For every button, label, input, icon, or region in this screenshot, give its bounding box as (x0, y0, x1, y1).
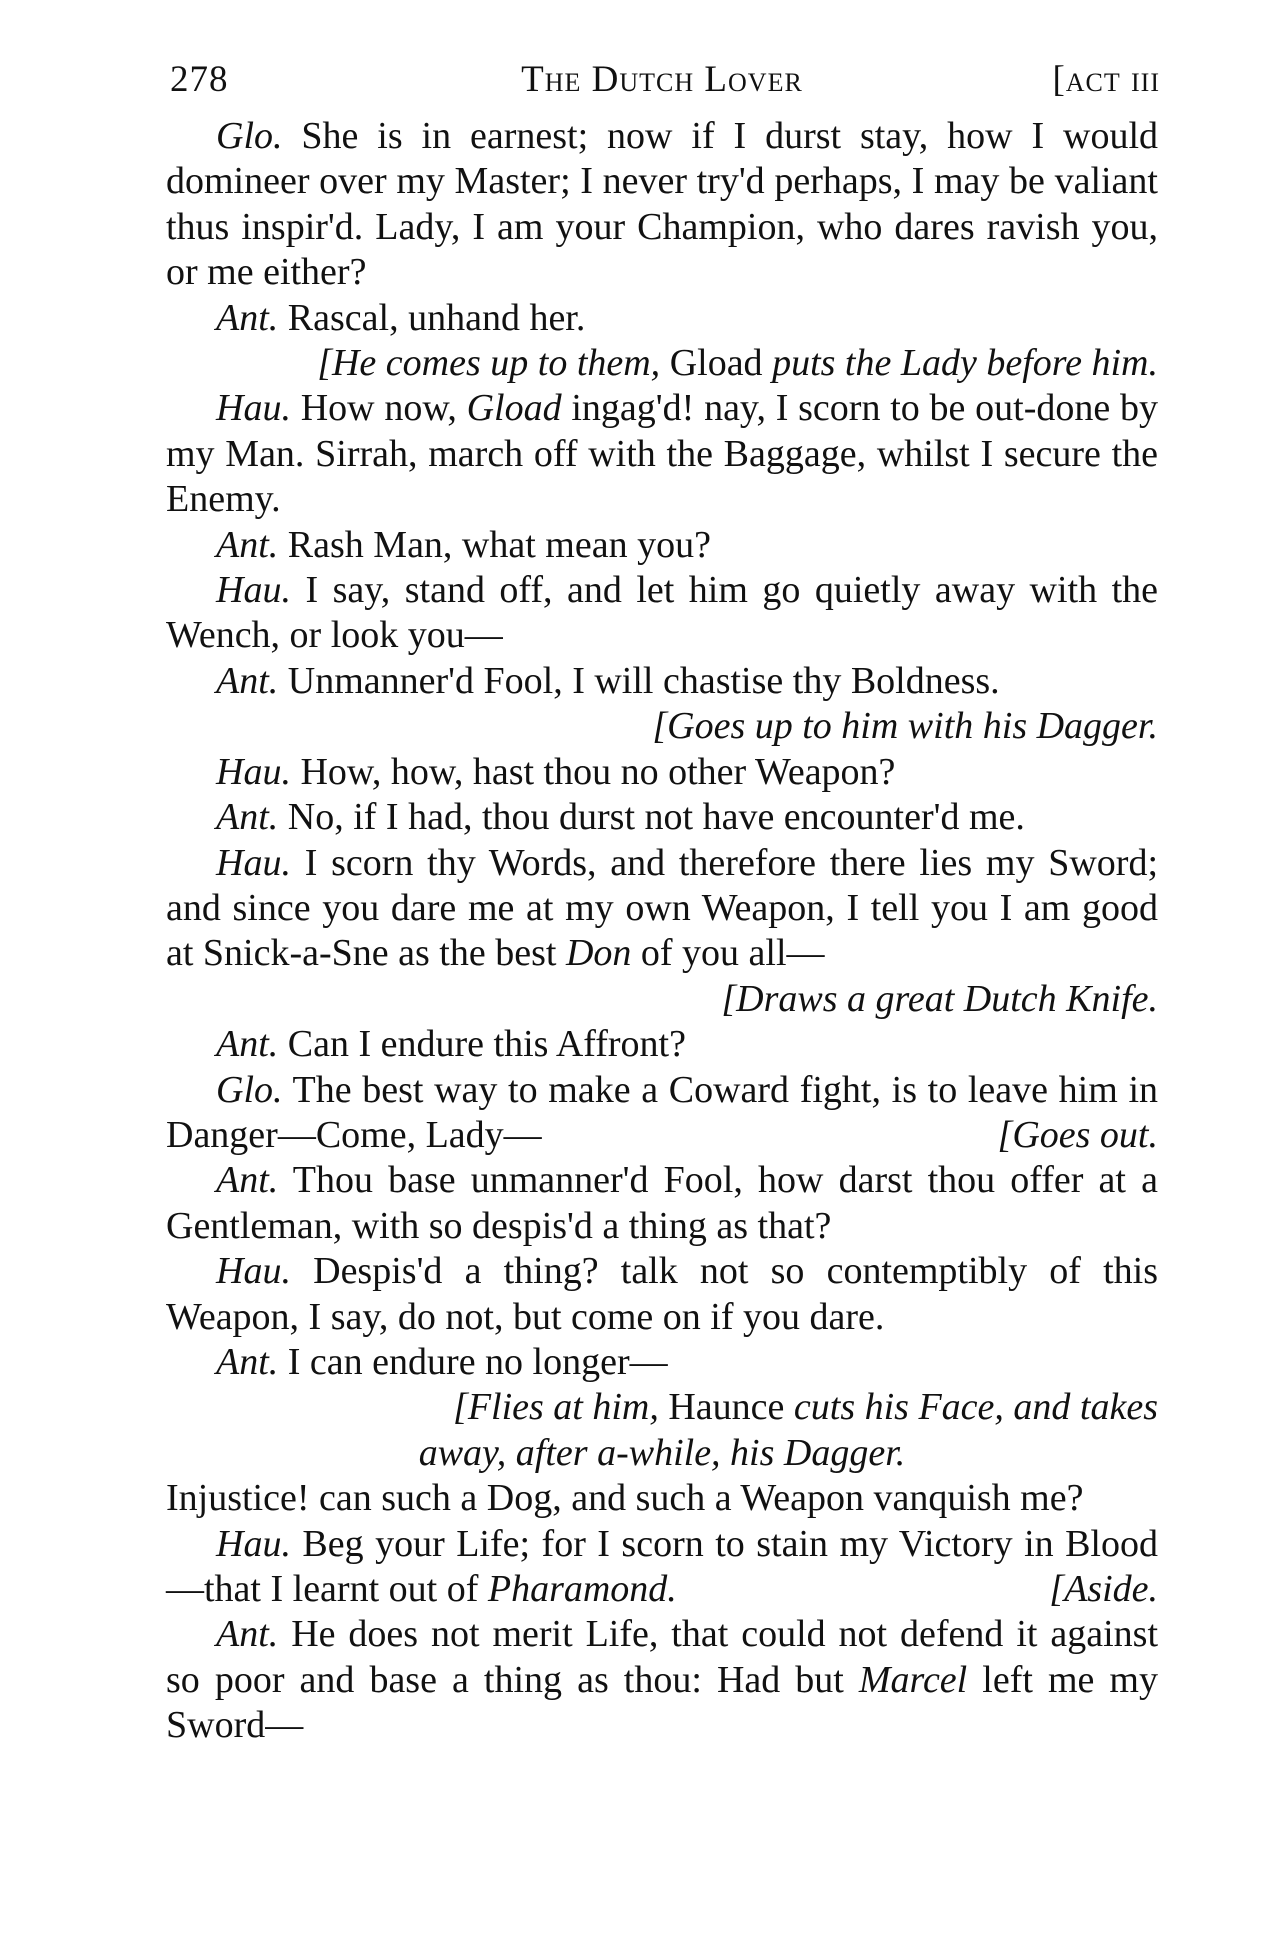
page-number: 278 (170, 59, 229, 100)
act-label: [act iii (1052, 59, 1160, 100)
speaker: Ant. (216, 1613, 279, 1656)
speech (166, 1022, 1158, 1067)
speech-text: The best way to make a Coward fight, is to leave him in Danger—Come, Lady— (166, 1068, 1158, 1156)
speech-text: Unmanner'd Fool, I will chastise thy Boldness. (287, 659, 1000, 702)
speech-text: No, if I had, thou durst not have encounter'd me. (287, 796, 1025, 839)
direction-text: and takes (1013, 1386, 1158, 1429)
speaker: Hau. (216, 569, 291, 612)
speech-text: of you all— (640, 932, 825, 975)
title-term: Pharamond. (487, 1568, 677, 1610)
speech (166, 1522, 1158, 1613)
stage-direction-continued: away, after a-while, his Dagger. (418, 1431, 906, 1474)
speech-text: Thou base unmanner'd Fool, how darst thou offer at a Gentleman, with so despis'd a thing as that? (166, 1159, 1158, 1247)
running-header (164, 58, 1160, 114)
speech (166, 1612, 1158, 1748)
speech (166, 1249, 1158, 1340)
speech (166, 386, 1158, 522)
speaker: Ant. (216, 1023, 279, 1066)
character-name: Gload (466, 387, 562, 430)
speech-text: How, how, hast thou no other Weapon? (300, 750, 896, 793)
stage-direction: [Draws a great Dutch Knife. (721, 977, 1158, 1020)
speaker: Ant. (216, 796, 279, 839)
speech-text: I can endure no longer— (287, 1340, 668, 1383)
speech-text: left me my Sword— (166, 1658, 1158, 1747)
play-text (166, 114, 1158, 1749)
direction-text: [Flies at him, (453, 1386, 659, 1429)
speaker: Hau. (216, 1250, 291, 1293)
speaker: Hau. (216, 750, 291, 793)
title-term: Don (565, 932, 632, 975)
speaker: Ant. (216, 296, 279, 339)
speech (166, 568, 1158, 659)
speech (166, 795, 1158, 840)
book-title: The Dutch Lover (521, 59, 803, 100)
speech (166, 296, 1158, 341)
speech (166, 659, 1158, 704)
stage-direction (166, 341, 1158, 386)
speech-text: ingag'd! nay, I scorn to be out-done by my Man. Sirrah, march off with the Baggage, whilst I secure the Enemy. (166, 387, 1159, 521)
direction-text: [He comes up to them, (317, 342, 661, 385)
stage-direction: [Goes out. (997, 1113, 1158, 1156)
speech-text: Despis'd a thing? talk not so contemptibly of this Weapon, I say, do not, but come on if you dare. (166, 1250, 1159, 1338)
speech-text: I scorn thy Words, and therefore there lies my Sword; and since you dare me at my own Weapon, I tell you I am good at Snick-a-Sne as the best (166, 841, 1158, 975)
speech (166, 750, 1158, 795)
speech-text: He does not merit Life, that could not defend it against so poor and base a thing as thou: Had but (166, 1613, 1158, 1701)
character-name: Haunce (668, 1386, 785, 1429)
speaker: Ant. (216, 1159, 279, 1202)
speaker: Hau. (216, 841, 291, 884)
speech-text: I say, stand off, and let him go quietly away with the Wench, or look you— (166, 569, 1158, 657)
speech-text: Rascal, unhand her. (287, 296, 586, 339)
character-name: Marcel (858, 1658, 968, 1701)
direction-text: puts the Lady before him. (772, 342, 1158, 385)
speech-text: She is in earnest; now if I durst stay, how I would domineer over my Master; I never try'd perhaps, I may be valiant thus inspir'd. Lady, I am your Champion, who dares ravish you, or me either? (166, 115, 1158, 294)
speech (166, 523, 1158, 568)
speech (166, 114, 1158, 296)
speaker: Glo. (216, 1068, 283, 1111)
speech (166, 1340, 1158, 1385)
speech (166, 841, 1158, 1023)
speech (166, 1158, 1158, 1249)
speaker: Hau. (216, 387, 291, 430)
stage-direction: [Goes up to him with his Dagger. (652, 705, 1158, 748)
stage-direction: [Aside. (1049, 1568, 1158, 1610)
speaker: Ant. (216, 1340, 279, 1383)
stage-direction (166, 1385, 1158, 1430)
speaker: Hau. (216, 1522, 291, 1565)
speech-text: Rash Man, what mean you? (287, 523, 711, 566)
speech-text: Can I endure this Affront? (287, 1023, 686, 1066)
character-name: Gload (669, 342, 763, 385)
speaker: Glo. (216, 115, 283, 157)
speech-text: Beg your Life; for I scorn to stain my Victory in Blood—that I learnt out of (166, 1522, 1158, 1610)
speaker: Ant. (216, 659, 279, 702)
speaker: Ant. (216, 523, 279, 566)
direction-text: cuts his Face, (793, 1386, 1004, 1429)
speech-continuation: Injustice! can such a Dog, and such a Weapon vanquish me? (166, 1477, 1084, 1520)
speech (166, 1068, 1158, 1159)
speech-text: How now, (300, 387, 457, 430)
